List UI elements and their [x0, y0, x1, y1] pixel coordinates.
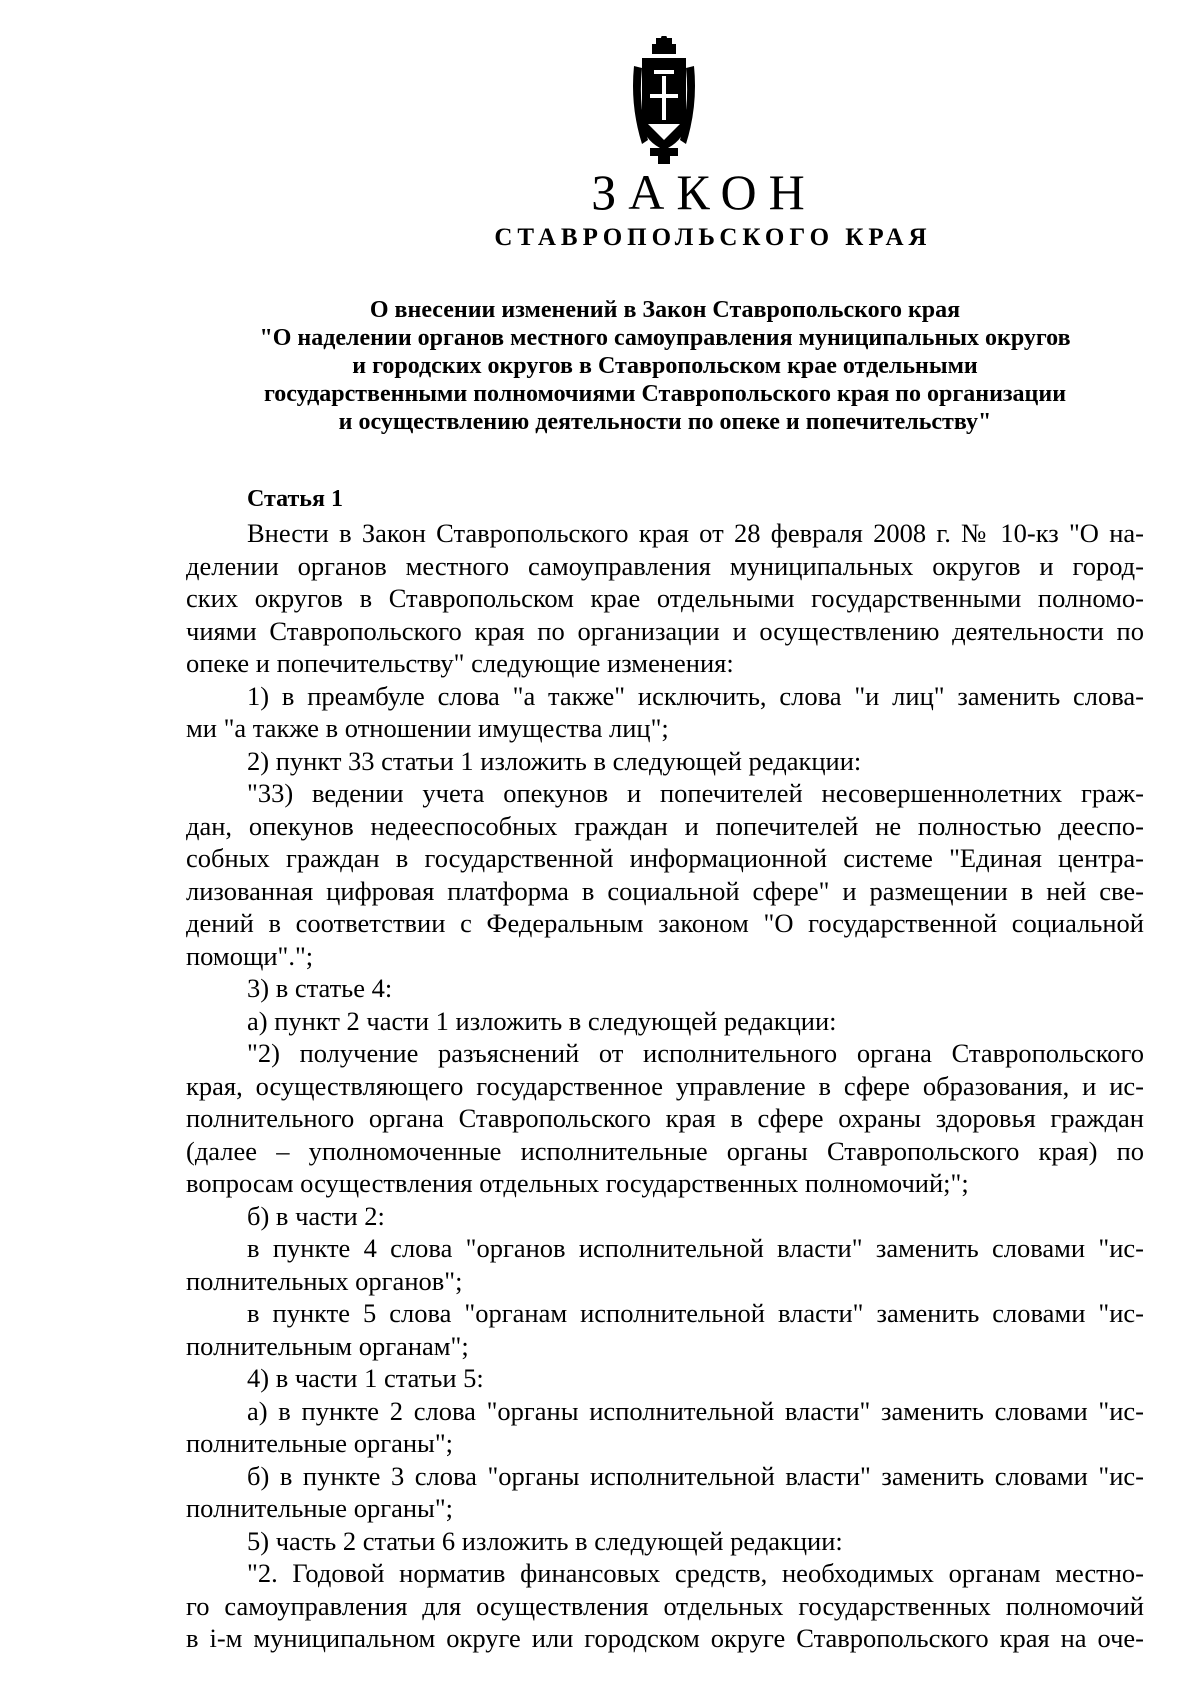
body-line: делении органов местного самоуправления муниципальных округов и город-: [186, 550, 1144, 581]
heading-line: "О наделении органов местного самоуправления муниципальных округов: [259, 325, 1071, 351]
body-line: лизованная цифровая платформа в социальной сфере" и размещении в ней све-: [186, 875, 1144, 906]
body-line: Внести в Закон Ставропольского края от 28 февраля 2008 г. № 10-кз "О на-: [247, 518, 1144, 548]
body-line: 3) в статье 4:: [247, 973, 393, 1003]
body-line: дан, опекунов недееспособных граждан и попечителей не полностью дееспо-: [186, 810, 1144, 841]
body-line: б) в пункте 3 слова "органы исполнительной власти" заменить словами "ис-: [247, 1460, 1144, 1491]
body-line: (далее – уполномоченные исполнительные органы Ставропольского края) по: [186, 1135, 1144, 1166]
document-title: ЗАКОН: [591, 164, 817, 220]
document-subtitle: СТАВРОПОЛЬСКОГО КРАЯ: [494, 224, 932, 251]
body-line: "2) получение разъяснений от исполнительного органа Ставропольского: [247, 1038, 1144, 1068]
body-line: полнительным органам";: [186, 1330, 469, 1361]
coat-of-arms-icon: [628, 36, 700, 166]
body-line: 5) часть 2 статьи 6 изложить в следующей редакции:: [247, 1525, 843, 1556]
body-line: дений в соответствии с Федеральным законом "О государственной социальной: [186, 908, 1144, 938]
heading-line: О внесении изменений в Закон Ставропольского края: [369, 297, 961, 323]
body-line: собных граждан в государственной информационной системе "Единая центра-: [186, 843, 1144, 873]
article-title: Статья 1: [247, 486, 343, 512]
body-line: в i-м муниципальном округе или городском округе Ставропольского края на оче-: [186, 1623, 1144, 1653]
body-line: полнительные органы";: [186, 1493, 453, 1523]
heading-line: и городских округов в Ставропольском крае отдельными: [352, 353, 978, 379]
body-line: помощи".";: [186, 940, 314, 971]
body-line: края, осуществляющего государственное управление в сфере образования, и ис-: [186, 1070, 1144, 1101]
body-line: в пункте 5 слова "органам исполнительной власти" заменить словами "ис-: [247, 1298, 1144, 1328]
body-line: 1) в преамбуле слова "а также" исключить, слова "и лиц" заменить слова-: [247, 680, 1144, 711]
body-line: "33) ведении учета опекунов и попечителей несовершеннолетних граж-: [247, 778, 1144, 808]
heading-line: и осуществлению деятельности по опеке и попечительству": [338, 409, 992, 435]
body-line: в пункте 4 слова "органов исполнительной власти" заменить словами "ис-: [247, 1233, 1144, 1263]
law-heading: [186, 296, 1144, 436]
body-line: 2) пункт 33 статьи 1 изложить в следующей редакции:: [247, 745, 862, 776]
body-line: 4) в части 1 статьи 5:: [247, 1363, 484, 1393]
body-line: опеке и попечительству" следующие изменения:: [186, 648, 734, 678]
heading-line: государственными полномочиями Ставропольского края по организации: [263, 381, 1067, 407]
body-line: б) в части 2:: [247, 1200, 385, 1231]
body-line: ских округов в Ставропольском крае отдельными государственными полномо-: [186, 583, 1144, 613]
body-line: ми "а также в отношении имущества лиц";: [186, 713, 669, 743]
body-line: полнительного органа Ставропольского края в сфере охраны здоровья граждан: [186, 1103, 1144, 1133]
body-line: "2. Годовой норматив финансовых средств, необходимых органам местно-: [247, 1558, 1144, 1588]
body-line: полнительные органы";: [186, 1428, 453, 1458]
body-line: го самоуправления для осуществления отдельных государственных полномочий: [186, 1590, 1144, 1621]
body-line: а) в пункте 2 слова "органы исполнительной власти" заменить словами "ис-: [247, 1395, 1144, 1426]
body-line: полнительных органов";: [186, 1265, 463, 1296]
body-line: вопросам осуществления отдельных государственных полномочий;";: [186, 1168, 969, 1198]
article-body: [186, 517, 1144, 1655]
body-line: а) пункт 2 части 1 изложить в следующей редакции:: [247, 1005, 837, 1036]
body-line: чиями Ставропольского края по организации и осуществлению деятельности по: [186, 615, 1144, 646]
